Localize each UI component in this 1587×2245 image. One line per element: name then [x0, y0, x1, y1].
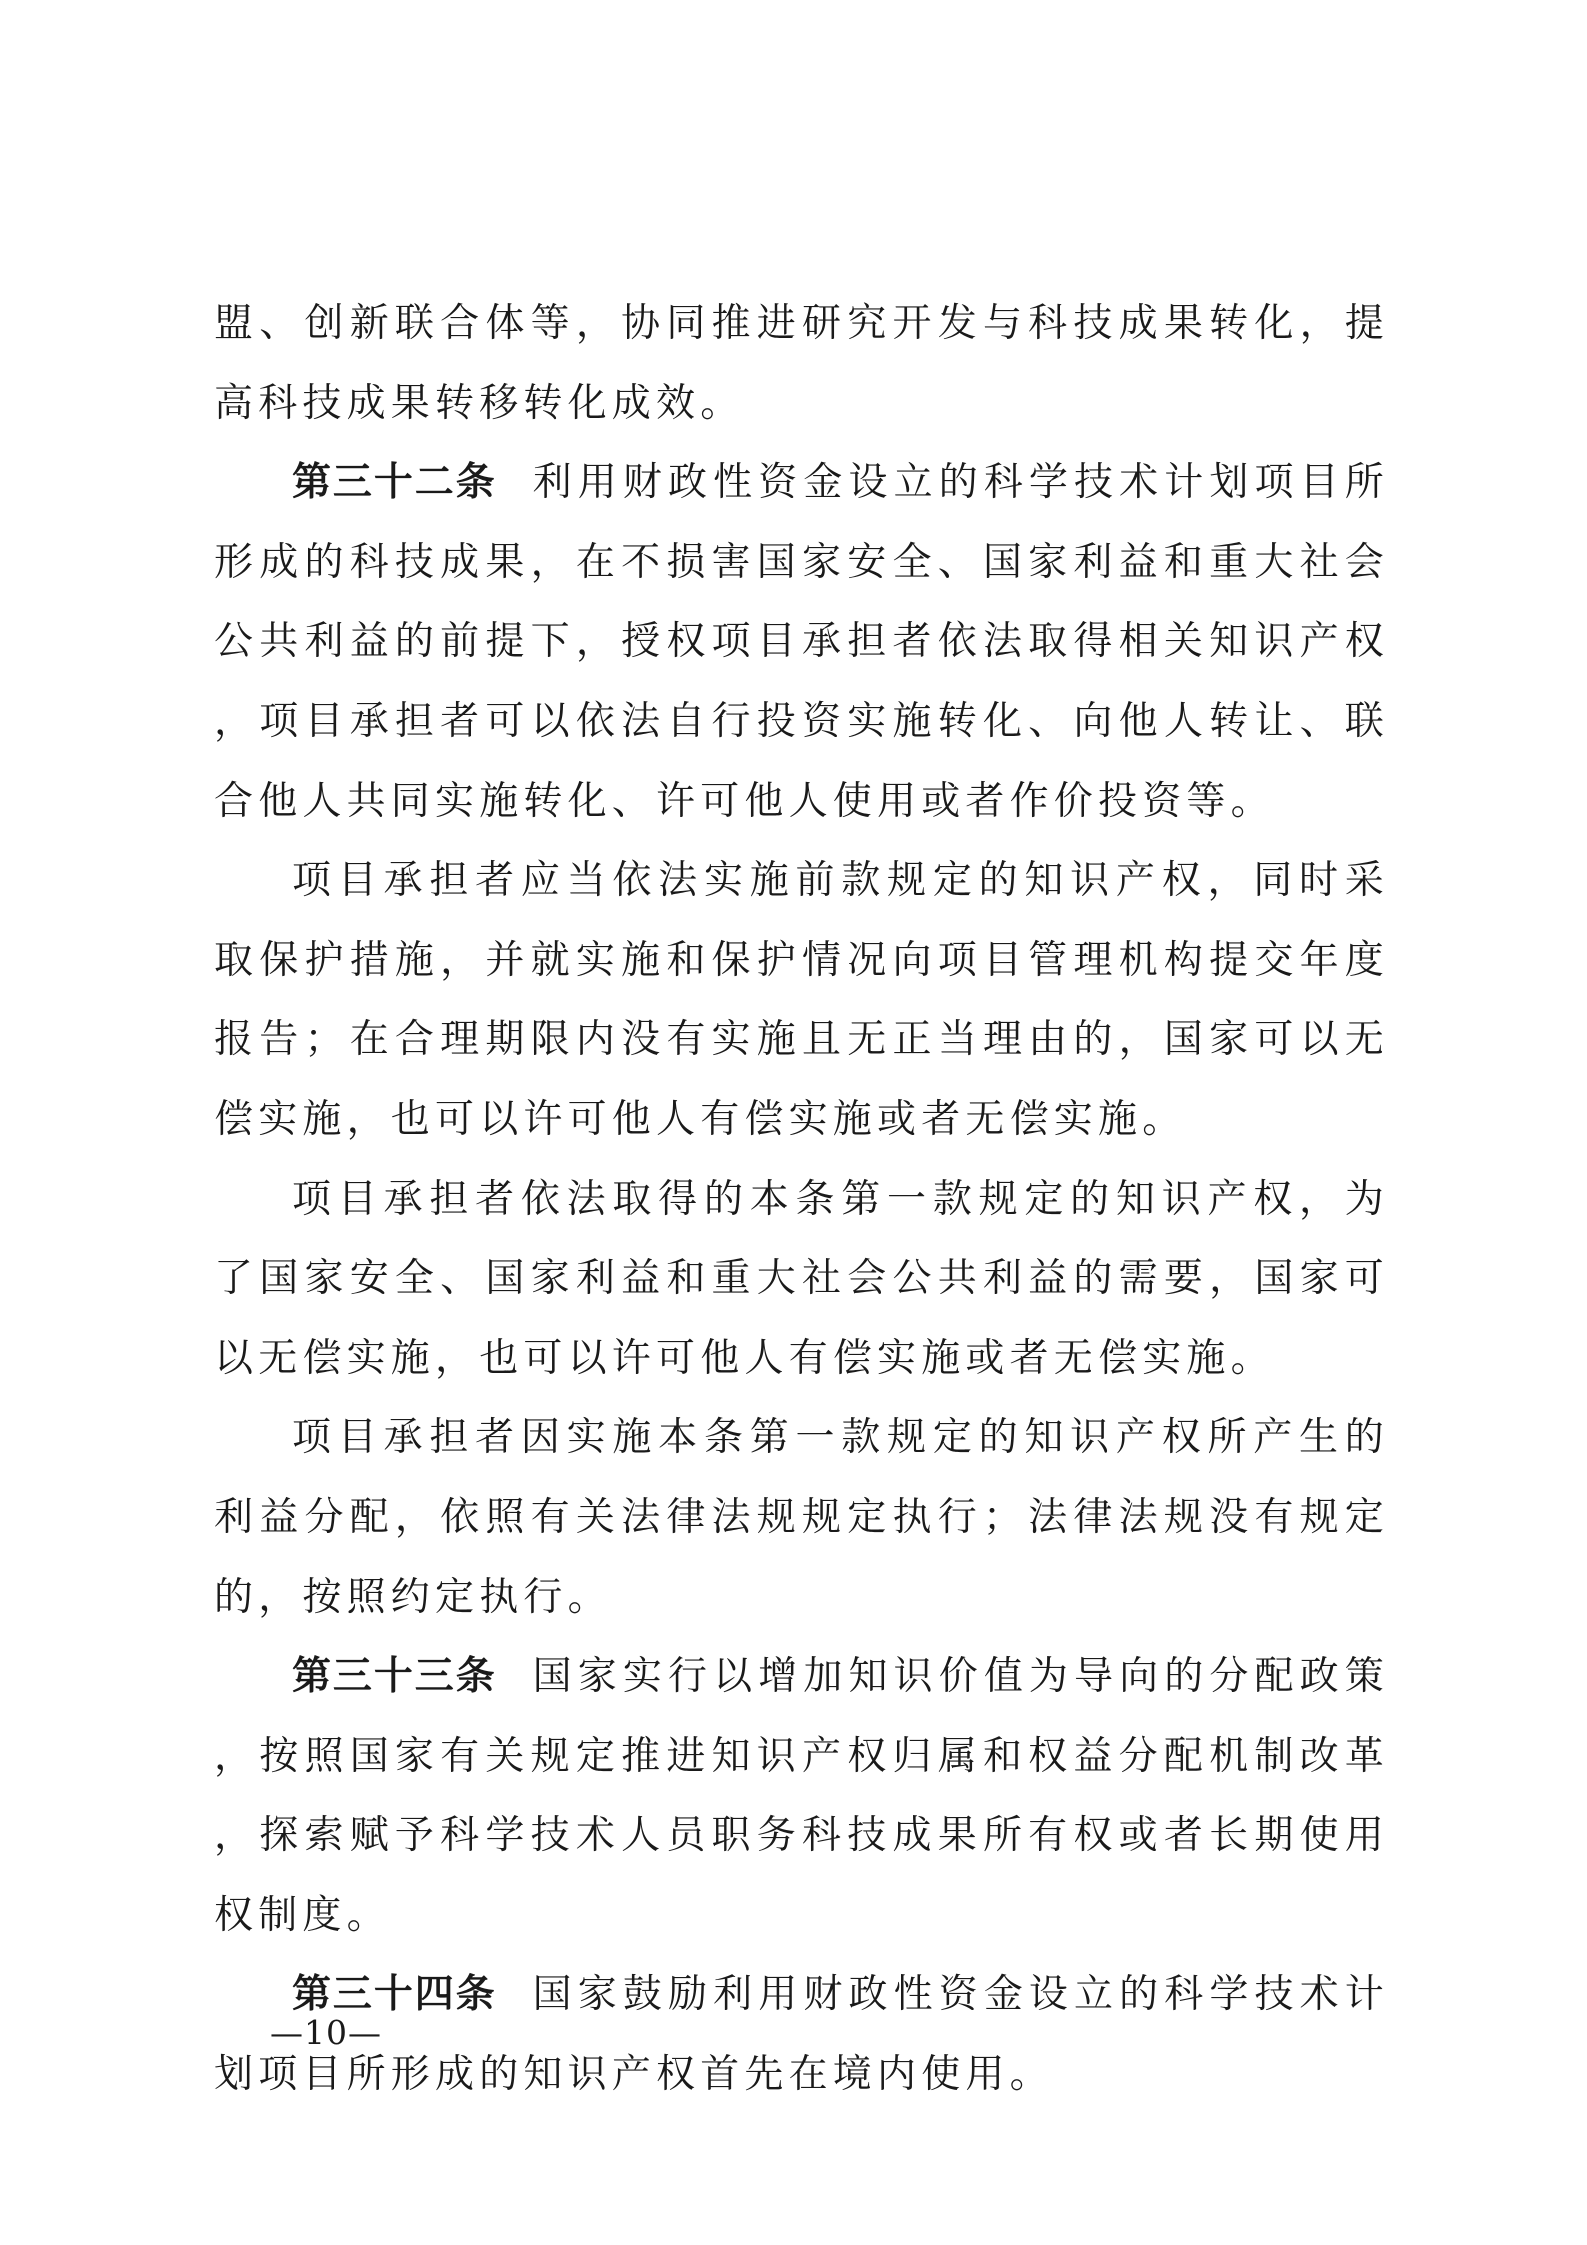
article-33-paragraph: [214, 1637, 1389, 1955]
paragraph-text: 项目承担者因实施本条第一款规定的知识产权所产生的利益分配，依照有关法律法规规定执行；法律法规没有规定的，按照约定执行。: [214, 1415, 1389, 1620]
paragraph-text: 项目承担者依法取得的本条第一款规定的知识产权，为了国家安全、国家利益和重大社会公共利益的需要，国家可以无偿实施，也可以许可他人有偿实施或者无偿实施。: [214, 1176, 1389, 1381]
paragraph-text: 利用财政性资金设立的科学技术计划项目所形成的科技成果，在不损害国家安全、国家利益和重大社会公共利益的前提下，授权项目承担者依法取得相关知识产权，项目承担者可以依法自行投资实施转化、向他人转让、联合他人共同实施转化、许可他人使用或者作价投资等。: [214, 460, 1389, 824]
article-32-clause-4: [214, 1398, 1389, 1637]
paragraph-text: 项目承担者应当依法实施前款规定的知识产权，同时采取保护措施，并就实施和保护情况向项目管理机构提交年度报告；在合理期限内没有实施且无正当理由的，国家可以无偿实施，也可以许可他人有偿实施或者无偿实施。: [214, 858, 1389, 1142]
paragraph-text: 国家鼓励利用财政性资金设立的科学技术计划项目所形成的知识产权首先在境内使用。: [214, 1972, 1389, 2098]
article-number: 第三十二条: [292, 460, 497, 506]
article-34-paragraph: [214, 1955, 1389, 2114]
paragraph-continuation: [214, 284, 1389, 443]
document-body: [214, 284, 1389, 2115]
article-32-clause-3: [214, 1160, 1389, 1399]
article-32-paragraph: [214, 443, 1389, 841]
page-number: —10—: [270, 2013, 382, 2052]
article-number: 第三十四条: [292, 1972, 497, 2018]
paragraph-text: 盟、创新联合体等，协同推进研究开发与科技成果转化，提高科技成果转移转化成效。: [214, 301, 1389, 426]
paragraph-text: 国家实行以增加知识价值为导向的分配政策，按照国家有关规定推进知识产权归属和权益分配机制改革，探索赋予科学技术人员职务科技成果所有权或者长期使用权制度。: [214, 1654, 1389, 1938]
article-number: 第三十三条: [292, 1654, 497, 1700]
article-32-clause-2: [214, 841, 1389, 1159]
